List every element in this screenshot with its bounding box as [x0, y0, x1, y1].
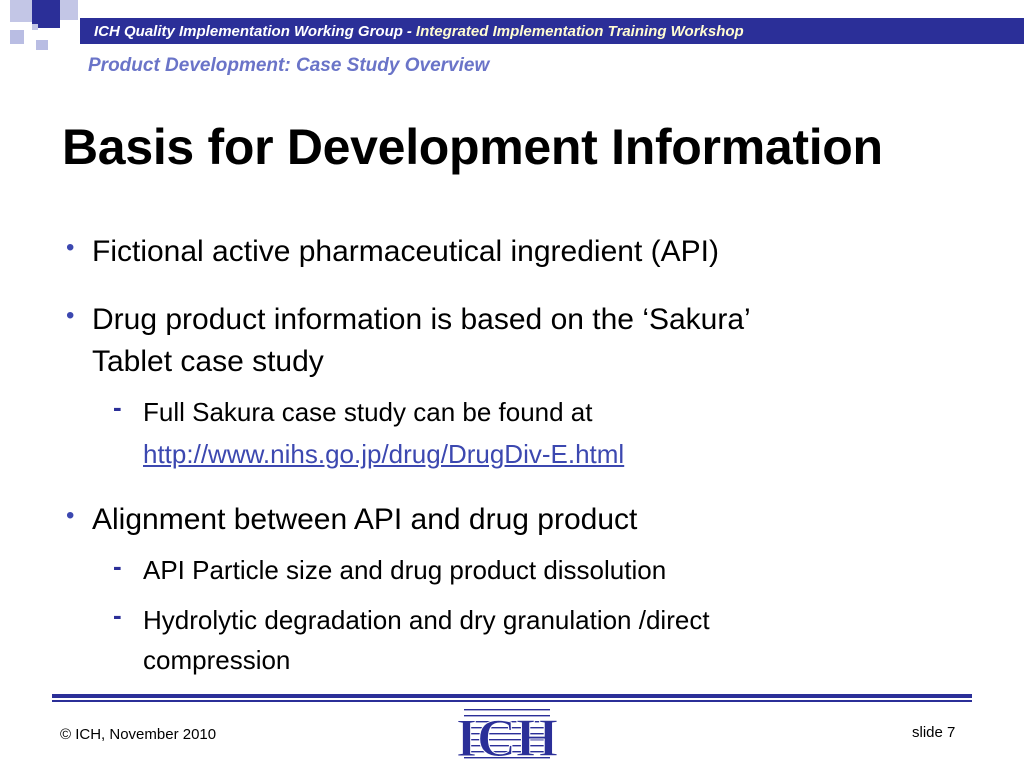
bullet-text: Tablet case study	[92, 345, 324, 378]
header-org: ICH Quality Implementation Working Group	[94, 22, 403, 40]
bullet-dot: •	[66, 502, 75, 529]
sub-bullet-dash: -	[113, 600, 122, 630]
bullet-text: Drug product information is based on the ‘Sakura’	[92, 303, 751, 336]
bullet-dot: •	[66, 302, 75, 329]
ich-logo	[455, 706, 559, 768]
sub-bullet-text: API Particle size and drug product dissolution	[143, 555, 667, 585]
slide-title: Basis for Development Information	[62, 119, 883, 175]
sub-bullet-text: Full Sakura case study can be found at	[143, 397, 593, 427]
sub-bullet-dash: -	[113, 551, 122, 581]
slide-number: slide 7	[912, 724, 956, 741]
footer-divider	[52, 700, 972, 702]
sub-bullet-text: Hydrolytic degradation and dry granulation /direct	[143, 605, 710, 635]
header-separator: -	[406, 22, 412, 40]
sub-bullet-text: compression	[143, 645, 291, 675]
header-event: Integrated Implementation Training Workshop	[415, 22, 744, 40]
bullet-text: Fictional active pharmaceutical ingredient (API)	[92, 235, 719, 268]
logo-text: ICH	[455, 708, 559, 768]
sakura-case-study-link[interactable]: http://www.nihs.go.jp/drug/DrugDiv-E.html	[143, 439, 625, 469]
sub-bullet-dash: -	[113, 392, 122, 422]
bullet-text: Alignment between API and drug product	[92, 503, 638, 536]
bullet-dot: •	[66, 234, 75, 261]
footer-divider	[52, 694, 972, 698]
section-subtitle: Product Development: Case Study Overview	[88, 55, 490, 76]
footer-copyright: © ICH, November 2010	[60, 726, 217, 743]
